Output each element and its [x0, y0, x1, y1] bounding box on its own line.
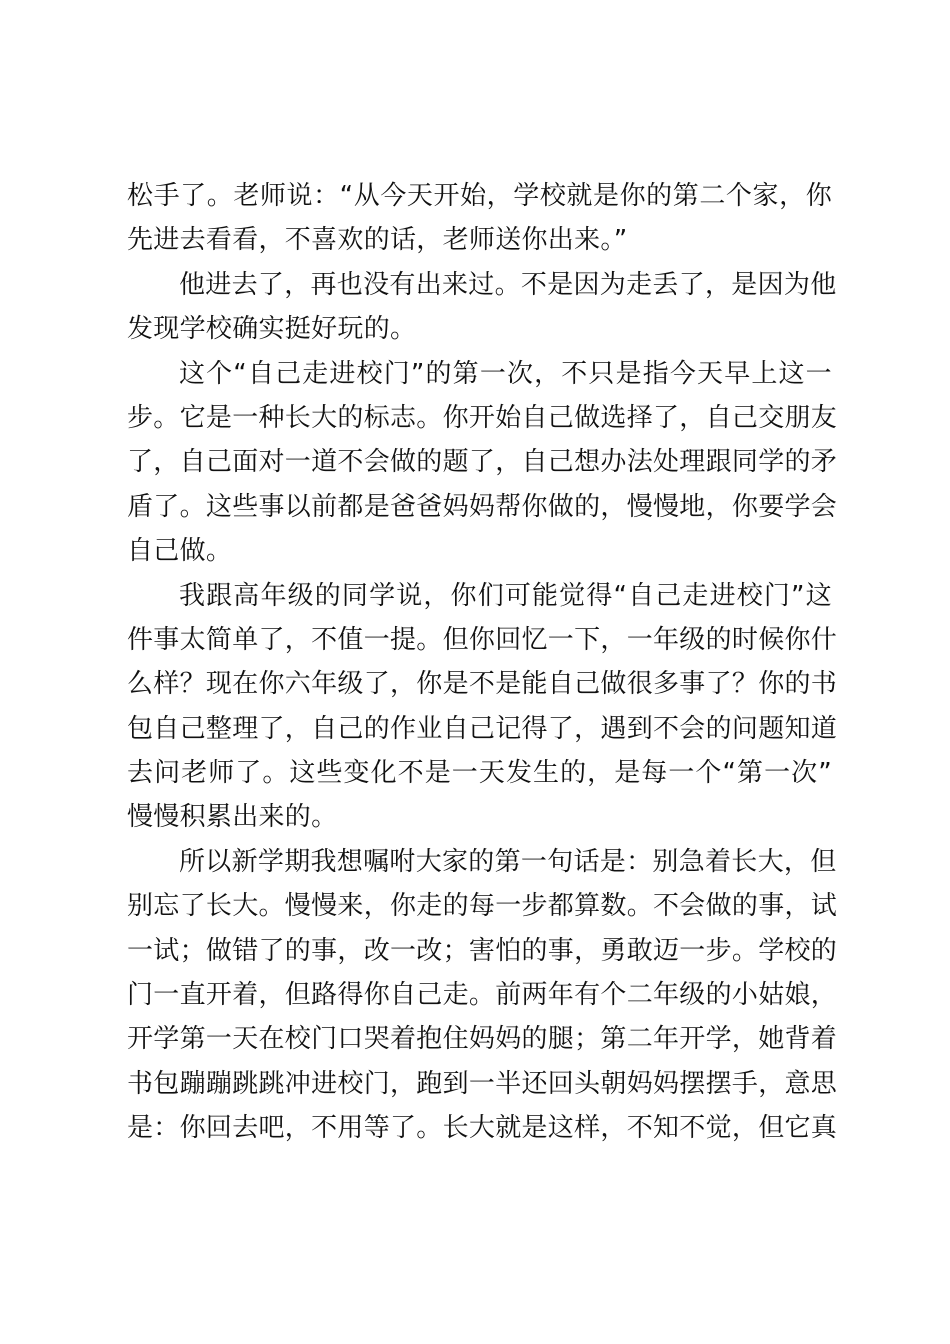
text-line: 别忘了长大。慢慢来，你走的每一步都算数。不会做的事，试	[127, 891, 838, 922]
text-line: 么样？现在你六年级了，你是不是能自己做很多事了？你的书	[127, 669, 838, 700]
text-line: 这个“自己走进校门”的第一次，不只是指今天早上这一	[179, 358, 832, 389]
paragraph	[127, 840, 838, 1151]
text-line: 我跟高年级的同学说，你们可能觉得“自己走进校门”这	[179, 580, 832, 611]
text-line: 自己做。	[127, 536, 233, 567]
text-line: 书包蹦蹦跳跳冲进校门，跑到一半还回头朝妈妈摆摆手，意思	[127, 1068, 838, 1099]
paragraph	[127, 574, 838, 840]
text-line: 他进去了，再也没有出来过。不是因为走丢了，是因为他	[179, 269, 837, 300]
text-line: 包自己整理了，自己的作业自己记得了，遇到不会的问题知道	[127, 713, 838, 744]
text-line: 件事太简单了，不值一提。但你回忆一下，一年级的时候你什	[127, 624, 838, 655]
text-line: 盾了。这些事以前都是爸爸妈妈帮你做的，慢慢地，你要学会	[127, 491, 838, 522]
paragraph	[127, 352, 838, 574]
paragraph	[127, 174, 832, 263]
text-line: 先进去看看，不喜欢的话，老师送你出来。”	[127, 225, 628, 256]
text-line: 一试；做错了的事，改一改；害怕的事，勇敢迈一步。学校的	[127, 935, 838, 966]
text-line: 是：你回去吧，不用等了。长大就是这样，不知不觉，但它真	[127, 1113, 838, 1144]
text-line: 开学第一天在校门口哭着抱住妈妈的腿；第二年开学，她背着	[127, 1024, 838, 1055]
paragraph	[127, 263, 837, 352]
text-line: 门一直开着，但路得你自己走。前两年有个二年级的小姑娘，	[127, 980, 838, 1011]
text-line: 松手了。老师说：“从今天开始，学校就是你的第二个家，你	[127, 181, 832, 211]
body-text	[127, 174, 838, 1151]
text-line: 所以新学期我想嘱咐大家的第一句话是：别急着长大，但	[179, 846, 837, 877]
text-line: 发现学校确实挺好玩的。	[127, 314, 417, 345]
text-line: 慢慢积累出来的。	[127, 802, 338, 833]
text-line: 去问老师了。这些变化不是一天发生的，是每一个“第一次”	[127, 758, 832, 789]
text-line: 了，自己面对一道不会做的题了，自己想办法处理跟同学的矛	[127, 447, 838, 478]
text-line: 步。它是一种长大的标志。你开始自己做选择了，自己交朋友	[127, 402, 838, 433]
